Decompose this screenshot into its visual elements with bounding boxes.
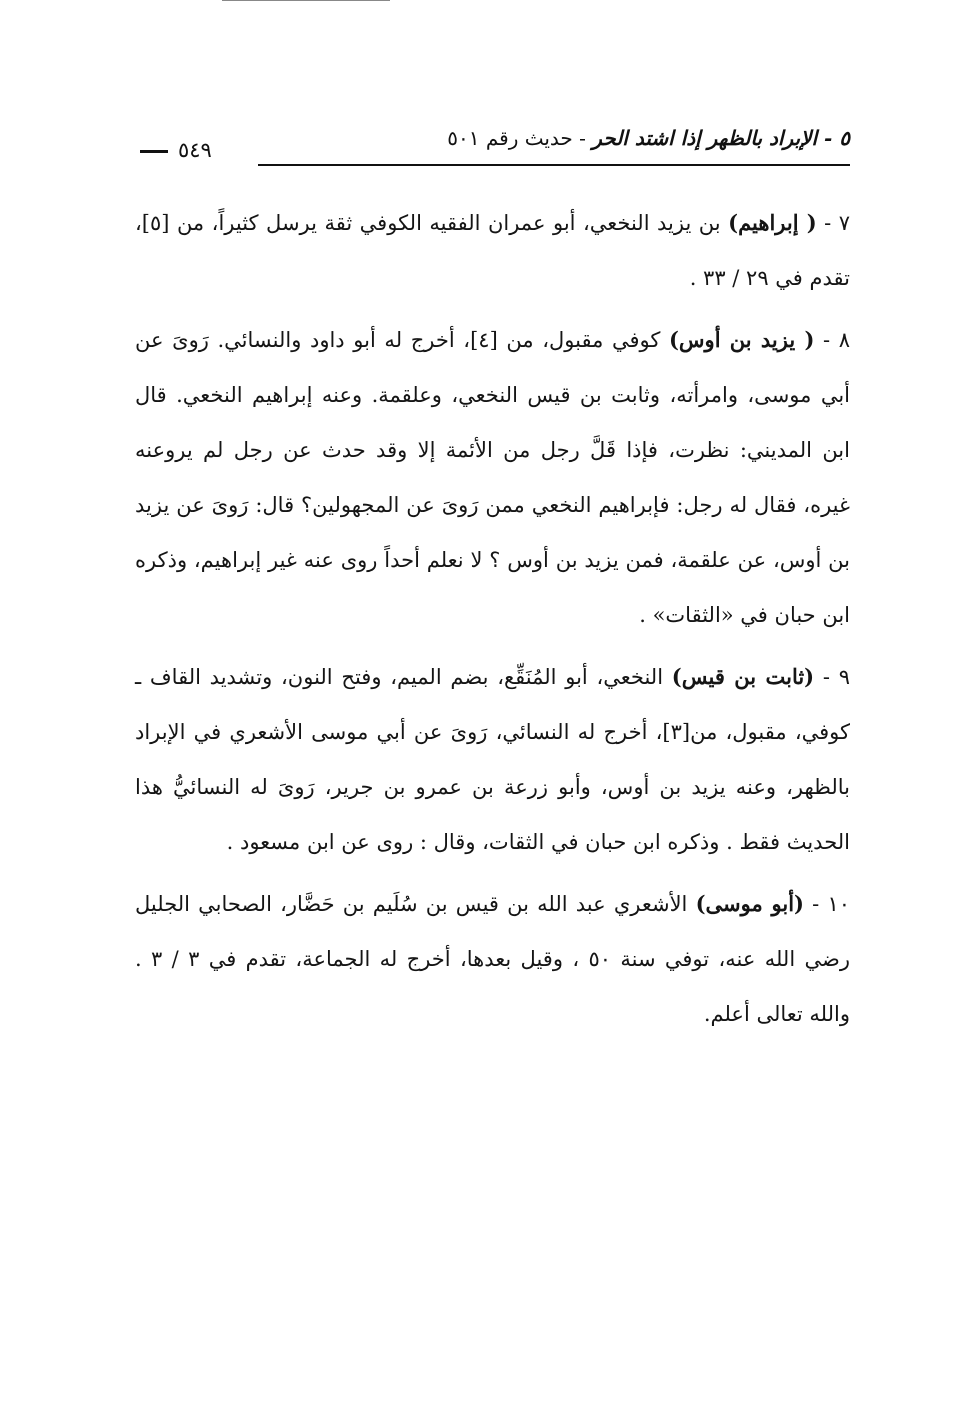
page-number-text: ٥٤٩ — [178, 138, 212, 162]
entry-text: بن يزيد النخعي، أبو عمران الفقيه الكوفي ثقة يرسل كثيراً، من [٥]، تقدم في ٢٩ / ٣٣ . — [135, 211, 850, 290]
running-header — [140, 126, 850, 170]
page-number — [140, 138, 212, 162]
narrator-entry — [135, 649, 850, 870]
narrator-name: ( إبراهيم) — [728, 210, 817, 235]
narrator-name: ( يزيد بن أوس) — [668, 327, 815, 352]
entry-text: النخعي، أبو المُنَقِّع، بضم الميم، وفتح النون، وتشديد القاف ـ كوفي، مقبول، من[٣]، أخرج له النسائي، رَوىَ عن أبي موسى الأشعري في الإبراد بالظهر، وعنه يزيد بن أوس، وأبو زرعة بن عمرو بن جرير، رَوىَ له النسائيُّ هذا الحديث فقط . وذكره ابن حبان في الثقات، وقال : روى عن ابن مسعود . — [135, 665, 850, 854]
entry-number: ٧ - — [816, 211, 851, 235]
header-title-chapter: ٥ - الإبراد بالظهر إذا اشتد الحر — [592, 126, 850, 150]
top-edge-line — [222, 0, 342, 1]
narrator-entry — [135, 312, 850, 643]
header-title — [447, 126, 850, 150]
top-edge-line — [330, 0, 390, 1]
page-number-dash — [140, 150, 168, 153]
entry-number: ١٠ - — [803, 892, 850, 916]
narrator-entry — [135, 876, 850, 1042]
narrator-name: (أبو موسى) — [695, 891, 804, 916]
entry-number: ٨ - — [814, 328, 851, 352]
entry-text: كوفي مقبول، من [٤]، أخرج له أبو داود والنسائي. رَوىَ عن أبي موسى، وامرأته، وثابت بن قيس النخعي، وعلقمة. وعنه إبراهيم النخعي. قال ابن المديني: نظرت، فإذا قَلَّ رجل من الأئمة إلا وقد حدث عن رجل لم يروعنه غيره، فقال له رجل: فإبراهيم النخعي ممن رَوىَ عن المجهولين؟ قال: رَوىَ عن يزيد بن أوس، عن علقمة، فمن يزيد بن أوس ؟ لا نعلم أحداً روى عنه غير إبراهيم، وذكره ابن حبان في «الثقات» . — [135, 328, 850, 627]
narrator-entry — [135, 195, 850, 306]
entry-text: الأشعري عبد الله بن قيس بن سُلَيم بن حَضَّار، الصحابي الجليل رضي الله عنه، توفي سنة ٥٠ ، وقيل بعدها، أخرج له الجماعة، تقدم في ٣ / ٣ . والله تعالى أعلم. — [135, 892, 850, 1026]
narrator-name: (ثابت بن قيس) — [671, 664, 815, 689]
entry-number: ٩ - — [814, 665, 850, 689]
header-title-hadith: - حديث رقم ٥٠١ — [447, 126, 593, 150]
header-rule — [258, 164, 850, 166]
page-body — [135, 195, 850, 1048]
